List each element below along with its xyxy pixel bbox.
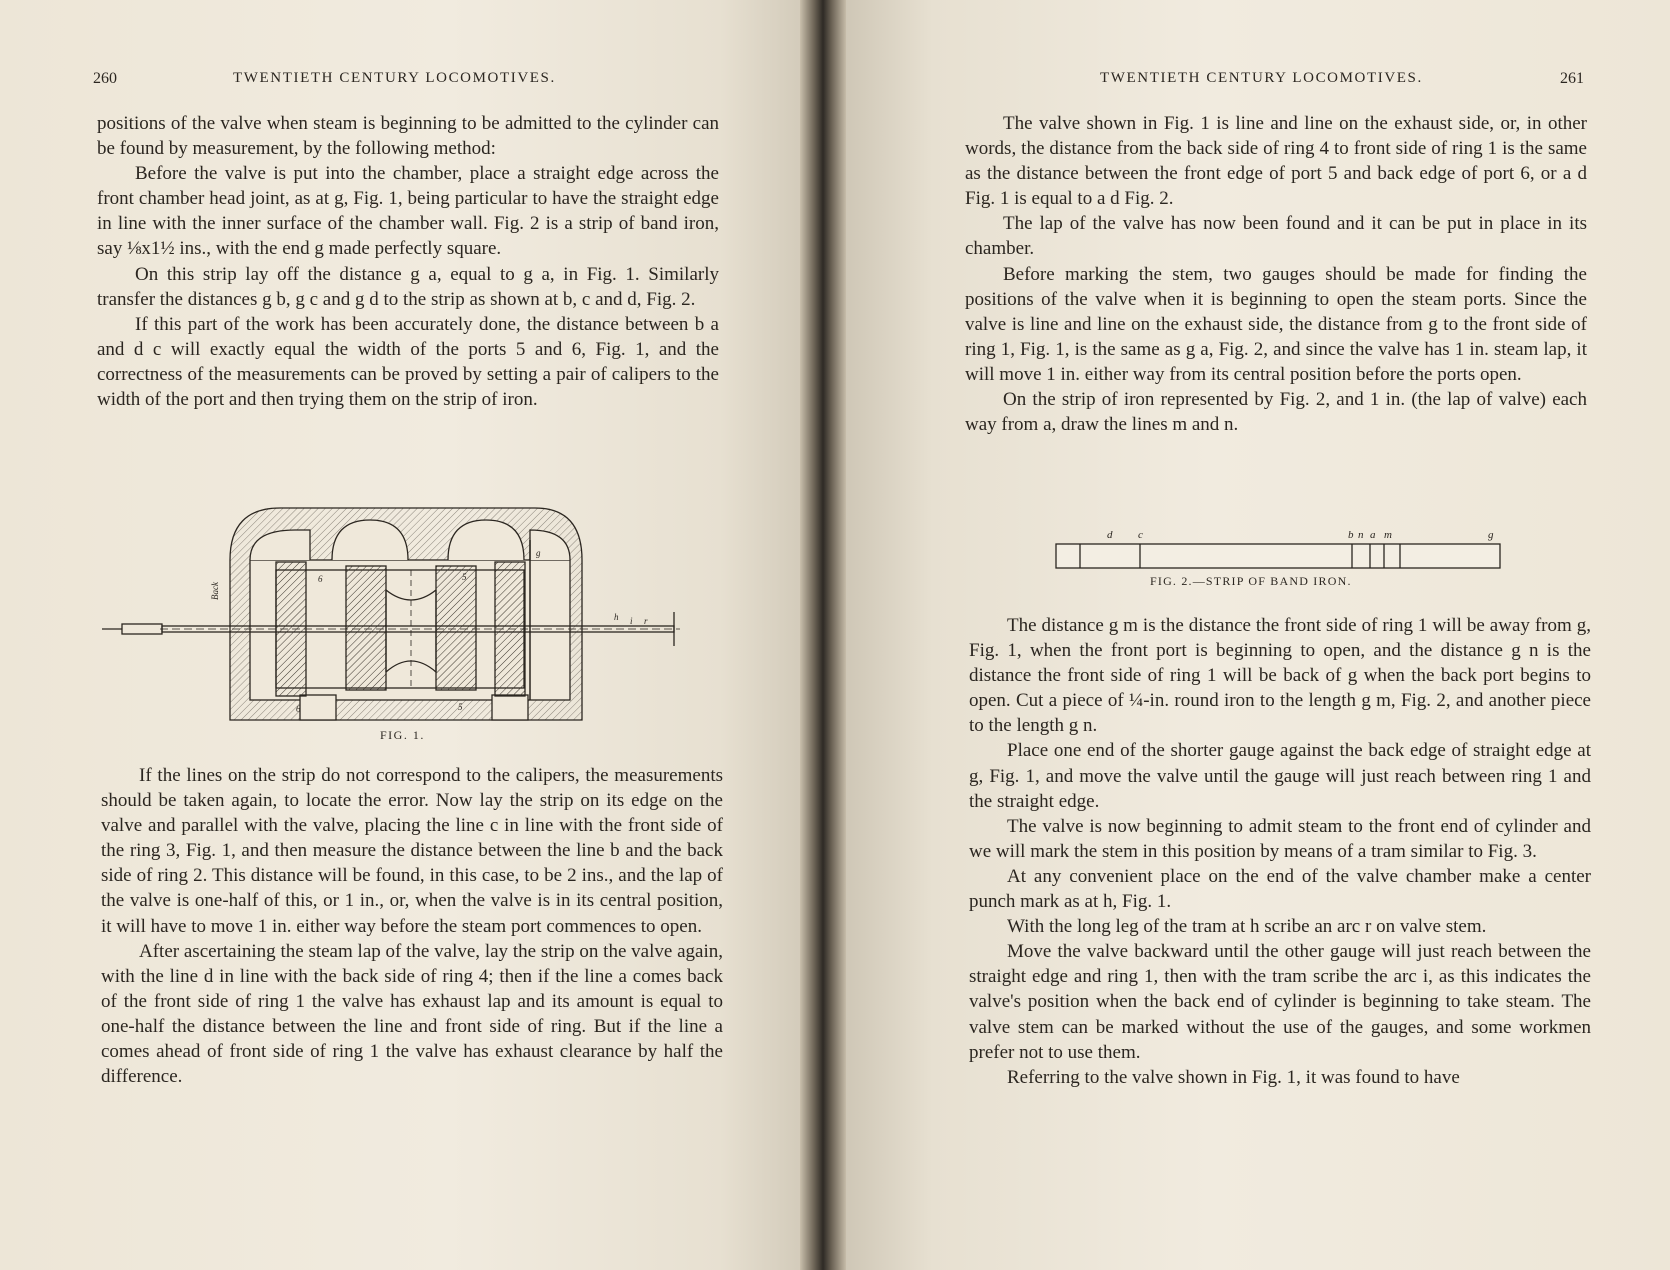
figure-2-caption: FIG. 2.—STRIP OF BAND IRON.: [1150, 574, 1352, 588]
fig1-label-r: r: [644, 616, 648, 626]
paragraph: If this part of the work has been accurately done, the distance between b a and d c will exactly equal the width of the ports 5 and 6, Fig. 1, and the correctness of the measurements can be proved by setting a pair of calipers to the width of the port and then trying them on the strip of iron.: [97, 313, 719, 411]
paragraph: The lap of the valve has now been found and it can be put in place in its chamber.: [965, 213, 1587, 260]
fig1-label-6-bottom: 6: [296, 704, 301, 714]
fig1-label-g: g: [536, 548, 541, 558]
strip-label-g: g: [1488, 529, 1494, 541]
paragraph: On this strip lay off the distance g a, equal to g a, in Fig. 1. Similarly transfer the distances g b, g c and g d to the strip as shown at b, c and d, Fig. 2.: [97, 263, 719, 310]
fig1-label-6-top: 6: [318, 574, 323, 584]
paragraph: If the lines on the strip do not correspond to the calipers, the measurements should be taken again, to locate the error. Now lay the strip on its edge on the valve and parallel with the valve, placing the line c in line with the front side of the ring 3, Fig. 1, and then measure the distance between the line b and the back side of ring 2. This distance will be found, in this case, to be 2 ins., and the lap of the valve is one-half of this, or 1 in., or, when the valve is in its central position, it will have to move 1 in. either way before the steam port commences to open.: [101, 765, 723, 937]
paragraph: After ascertaining the steam lap of the valve, lay the strip on the valve again, with the line d in line with the back side of ring 4; then if the line a comes back of the front side of ring 1 the valve has exhaust lap and its amount is equal to one-half the distance between the line and front side of ring. But if the line a comes ahead of front side of ring 1 the valve has exhaust clearance by half the difference.: [101, 940, 723, 1088]
right-text-bottom: [969, 613, 1591, 1090]
left-running-head: TWENTIETH CENTURY LOCOMOTIVES.: [233, 70, 556, 86]
band-iron-strip-figure: [1052, 522, 1508, 572]
paragraph: Move the valve backward until the other gauge will just reach between the straight edge and ring 1, then with the tram scribe the arc i, as this indicates the valve's position when the back end of cylinder is beginning to take steam. The valve stem can be marked without the use of the gauges, and some workmen prefer not to use them.: [969, 941, 1591, 1063]
paragraph: Before marking the stem, two gauges should be made for finding the positions of the valve when it is beginning to open the steam ports. Since the valve is line and line on the exhaust side, the distance from g to the front side of ring 1, Fig. 1, is the same as g a, Fig. 2, and since the valve has 1 in. steam lap, it will move 1 in. either way from its central position before the ports open.: [965, 263, 1587, 385]
fig1-label-5-top: 5: [462, 572, 467, 582]
fig1-label-i: i: [630, 616, 633, 626]
strip-label-d: d: [1107, 529, 1113, 541]
book-gutter: [800, 0, 846, 1270]
figure-1-caption: FIG. 1.: [380, 728, 425, 742]
strip-label-m: m: [1384, 529, 1392, 541]
fig1-label-h: h: [614, 612, 619, 622]
strip-label-c: c: [1138, 529, 1143, 541]
valve-chamber-figure: [100, 500, 648, 745]
left-page-number: 260: [93, 70, 117, 87]
strip-label-b: b: [1348, 529, 1354, 541]
strip-label-a: a: [1370, 529, 1376, 541]
paragraph: At any convenient place on the end of the valve chamber make a center punch mark as at h, Fig. 1.: [969, 865, 1591, 913]
paragraph: The distance g m is the distance the front side of ring 1 will be away from g, Fig. 1, when the front port is beginning to open, and the distance g n is the distance the front side of ring 1 will be back of g when the back port begins to open. Cut a piece of ¼-in. round iron to the length g m, Fig. 2, and another piece to the length g n.: [969, 615, 1591, 737]
paragraph: With the long leg of the tram at h scribe an arc r on valve stem.: [1007, 916, 1487, 938]
paragraph: The valve shown in Fig. 1 is line and line on the exhaust side, or, in other words, the distance from the back side of ring 4 to front side of ring 1 is the same as the distance between the front edge of port 5 and back edge of port 6, or a d Fig. 1 is equal to a d Fig. 2.: [965, 113, 1587, 210]
right-running-head: TWENTIETH CENTURY LOCOMOTIVES.: [1100, 70, 1423, 86]
fig1-label-5-bottom: 5: [458, 702, 463, 712]
paragraph: The valve is now beginning to admit steam to the front end of cylinder and we will mark the stem in this position by means of a tram similar to Fig. 3.: [969, 815, 1591, 862]
paragraph: Referring to the valve shown in Fig. 1, it was found to have: [1007, 1066, 1460, 1088]
paragraph: positions of the valve when steam is beginning to be admitted to the cylinder can be found by measurement, by the following method:: [97, 113, 719, 160]
right-page-number: 261: [1560, 70, 1584, 87]
fig1-label-back: Back: [210, 582, 220, 600]
paragraph: On the strip of iron represented by Fig. 2, and 1 in. (the lap of valve) each way from a, draw the lines m and n.: [965, 389, 1587, 436]
paragraph: Place one end of the shorter gauge against the back edge of straight edge at g, Fig. 1, and move the valve until the gauge will just reach between ring 1 and the straight edge.: [969, 740, 1591, 812]
left-text-bottom: [101, 763, 723, 1089]
paragraph: Before the valve is put into the chamber, place a straight edge across the front chamber head joint, as at g, Fig. 1, being particular to have the straight edge in line with the inner surface of the chamber wall. Fig. 2 is a strip of band iron, say ⅛x1½ ins., with the end g made perfectly square.: [97, 163, 719, 260]
left-text-top: [97, 111, 719, 412]
strip-label-n: n: [1358, 529, 1364, 541]
right-text-top: [965, 111, 1587, 437]
